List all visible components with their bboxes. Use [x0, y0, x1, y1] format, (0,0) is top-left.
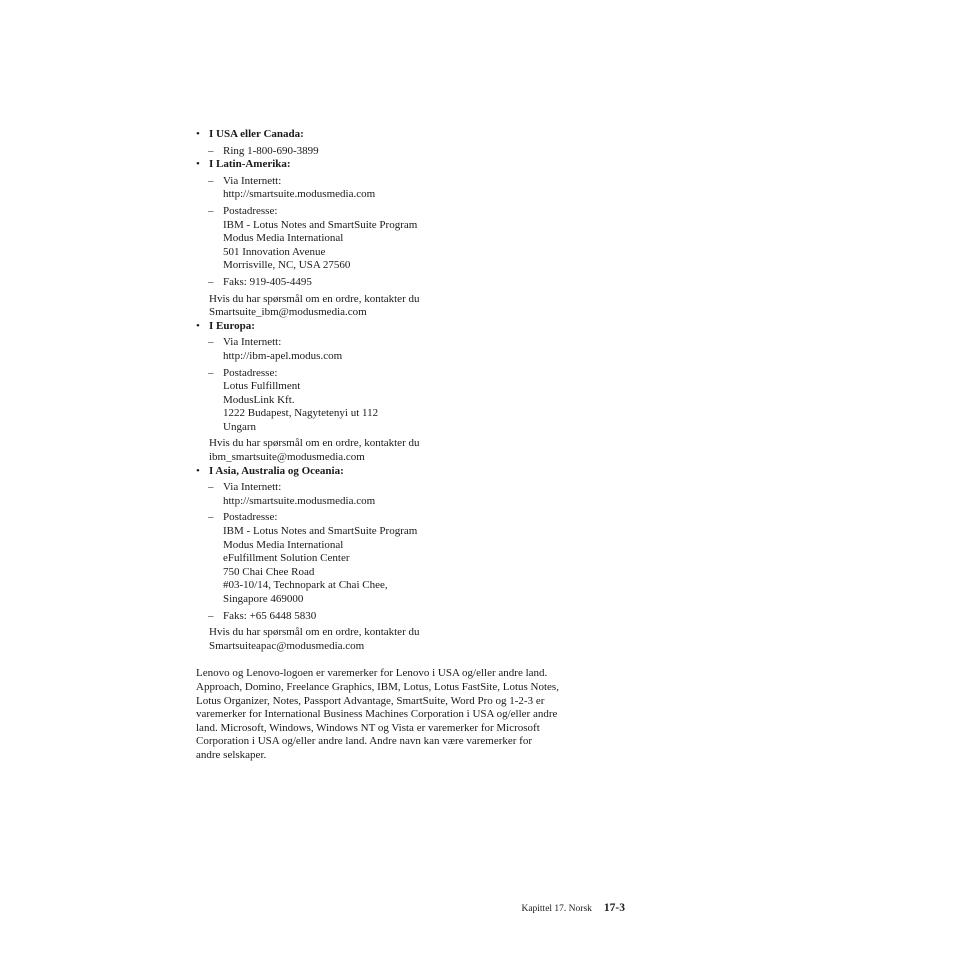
note-line: Smartsuiteapac@modusmedia.com [209, 639, 365, 652]
dash-icon: – [208, 174, 214, 187]
contact-item [196, 481, 636, 508]
contact-line: Singapore 469000 [223, 593, 304, 605]
contact-line: Ring 1-800-690-3899 [223, 144, 319, 157]
note-line: Smartsuite_ibm@modusmedia.com [209, 306, 367, 319]
trademark-line: Lenovo og Lenovo-logoen er varemerker for Lenovo i USA og/eller andre land. [196, 667, 548, 680]
trademark-line: Approach, Domino, Freelance Graphics, IBM, Lotus, Lotus FastSite, Lotus Notes, [196, 680, 559, 693]
contact-line: http://ibm-apel.modus.com [223, 349, 343, 362]
page-footer [513, 902, 625, 917]
region-heading [196, 320, 636, 334]
contact-item [196, 205, 636, 273]
contact-line: Lotus Fulfillment [223, 380, 301, 393]
contact-item [196, 336, 636, 363]
note-line: Hvis du har spørsmål om en ordre, kontakter du [209, 437, 420, 450]
contact-line: Postadresse: [223, 366, 278, 379]
contact-line: IBM - Lotus Notes and SmartSuite Program [223, 525, 418, 538]
contact-line: Faks: 919-405-4495 [223, 275, 312, 288]
bullet-icon: • [196, 464, 200, 477]
contact-line: Via Internett: [223, 481, 282, 494]
dash-icon: – [208, 336, 214, 349]
contact-line: Modus Media International [223, 232, 344, 245]
contact-line: Ungarn [223, 420, 256, 433]
contact-line: 750 Chai Chee Road [223, 565, 315, 578]
trademark-line: varemerker for International Business Machines Corporation i USA og/eller andre [196, 708, 558, 721]
dash-icon: – [208, 275, 214, 288]
contact-item [196, 610, 636, 624]
contact-line: Via Internett: [223, 174, 282, 187]
region-heading-text: I Latin-Amerika: [209, 158, 291, 171]
trademark-paragraph [196, 667, 621, 762]
dash-icon: – [208, 144, 214, 157]
region-heading [196, 128, 636, 142]
region-section [196, 465, 636, 654]
contact-line: Postadresse: [223, 511, 278, 524]
page-number: 17-3 [603, 902, 625, 914]
contact-line: Faks: +65 6448 5830 [223, 609, 317, 622]
contact-line: Modus Media International [223, 538, 344, 551]
page-body [196, 128, 636, 763]
contact-item [196, 145, 636, 159]
trademark-line: Corporation i USA og/eller andre land. Andre navn kan være varemerker for [196, 735, 533, 748]
contact-line: #03-10/14, Technopark at Chai Chee, [223, 579, 388, 592]
trademark-line: land. Microsoft, Windows, Windows NT og Vista er varemerker for Microsoft [196, 721, 540, 734]
region-section [196, 320, 636, 465]
contact-line: http://smartsuite.modusmedia.com [223, 494, 376, 507]
contact-item [196, 276, 636, 290]
note-line: Hvis du har spørsmål om en ordre, kontakter du [209, 626, 420, 639]
contact-line: http://smartsuite.modusmedia.com [223, 188, 376, 201]
chapter-label: Kapittel 17. Norsk [521, 904, 592, 914]
contact-line: eFulfillment Solution Center [223, 552, 350, 565]
contact-line: Morrisville, NC, USA 27560 [223, 259, 351, 272]
bullet-icon: • [196, 158, 200, 171]
bullet-icon: • [196, 128, 200, 140]
contact-line: 501 Innovation Avenue [223, 245, 326, 258]
bullet-icon: • [196, 319, 200, 332]
region-heading [196, 158, 636, 172]
region-section [196, 128, 636, 158]
order-contact-note [196, 293, 636, 320]
contact-item [196, 367, 636, 435]
region-section [196, 158, 636, 320]
trademark-line: andre selskaper. [196, 748, 267, 761]
dash-icon: – [208, 204, 214, 217]
region-heading-text: I USA eller Canada: [209, 128, 304, 140]
note-line: ibm_smartsuite@modusmedia.com [209, 451, 365, 464]
region-heading-text: I Asia, Australia og Oceania: [209, 464, 344, 477]
region-list [196, 128, 636, 653]
contact-line: ModusLink Kft. [223, 393, 295, 406]
contact-line: Postadresse: [223, 204, 278, 217]
dash-icon: – [208, 609, 214, 622]
contact-item [196, 511, 636, 606]
contact-line: IBM - Lotus Notes and SmartSuite Program [223, 218, 418, 231]
contact-item [196, 175, 636, 202]
order-contact-note [196, 437, 636, 464]
note-line: Hvis du har spørsmål om en ordre, kontakter du [209, 292, 420, 305]
contact-line: Via Internett: [223, 336, 282, 349]
dash-icon: – [208, 481, 214, 494]
region-heading [196, 465, 636, 479]
order-contact-note [196, 626, 636, 653]
dash-icon: – [208, 366, 214, 379]
contact-line: 1222 Budapest, Nagytetenyi ut 112 [223, 407, 379, 420]
dash-icon: – [208, 511, 214, 524]
trademark-line: Lotus Organizer, Notes, Passport Advantage, SmartSuite, Word Pro og 1-2-3 er [196, 694, 545, 707]
region-heading-text: I Europa: [209, 319, 255, 332]
